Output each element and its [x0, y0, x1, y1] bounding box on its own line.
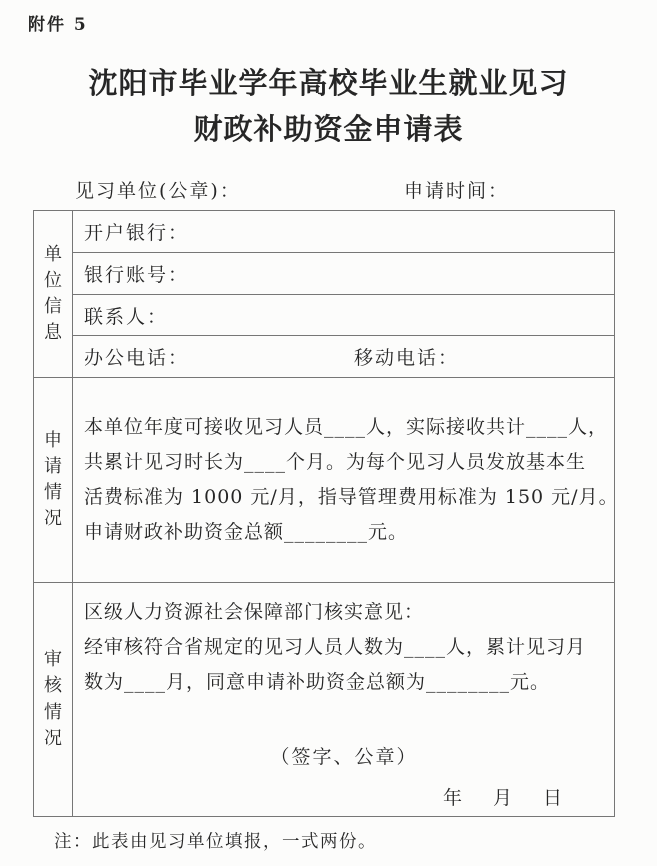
- section-label-cell-unit-info: [34, 211, 73, 377]
- application-form-table: [33, 210, 619, 817]
- section-label-review: 审核情况: [44, 649, 62, 749]
- section-label-application: 申请情况: [44, 429, 62, 530]
- section-label-cell-application: [34, 378, 73, 582]
- field-row-bank-account: [73, 252, 614, 294]
- signature-seal-label: （签字、公章）: [270, 746, 418, 768]
- field-row-contact-person: [73, 294, 614, 336]
- contact-person-label: 联系人：: [84, 305, 169, 328]
- form-title: [0, 60, 657, 152]
- application-line-1: 本单位年度可接收见习人员____人，实际接收共计____人，: [84, 416, 609, 439]
- review-line-3: 数为____月，同意申请补助资金总额为________元。: [84, 671, 551, 693]
- bank-account-label: 银行账号：: [84, 263, 190, 286]
- section-application: [34, 377, 619, 582]
- section-unit-info: [34, 211, 614, 377]
- application-content: [73, 378, 619, 582]
- footer-note: 注：此表由见习单位填报，一式两份。: [54, 832, 377, 852]
- date-label: 年 月 日: [442, 787, 568, 809]
- field-row-phones: [73, 335, 614, 377]
- mobile-phone-label: 移动电话：: [354, 347, 460, 370]
- unit-info-content: [73, 211, 614, 377]
- section-review: [34, 582, 614, 816]
- field-row-bank-name: [73, 211, 614, 252]
- office-phone-label: 办公电话：: [84, 347, 190, 370]
- review-paragraph: [73, 583, 614, 816]
- review-line-1: 区级人力资源社会保障部门核实意见：: [84, 601, 425, 623]
- bank-name-label: 开户银行：: [84, 221, 190, 244]
- review-line-2: 经审核符合省规定的见习人员人数为____人，累计见习月: [84, 636, 587, 658]
- review-content: [73, 583, 614, 816]
- application-line-3: 活费标准为 1000 元/月，指导管理费用标准为 150 元/月。: [84, 486, 619, 509]
- apply-time-label: 申请时间：: [404, 180, 510, 202]
- section-label-unit-info: 单位信息: [44, 243, 62, 344]
- application-line-4: 申请财政补助资金总额________元。: [84, 521, 409, 544]
- form-title-line1: 沈阳市毕业学年高校毕业生就业见习: [88, 66, 569, 100]
- unit-seal-label: 见习单位(公章)：: [75, 180, 241, 202]
- application-line-2: 共累计见习时长为____个月。为每个见习人员发放基本生: [84, 451, 587, 474]
- section-label-cell-review: [34, 583, 73, 816]
- form-title-line2: 财政补助资金申请表: [193, 112, 464, 146]
- attachment-label: 附件 5: [28, 15, 88, 35]
- form-header-row: [0, 176, 657, 200]
- application-paragraph: [73, 378, 619, 582]
